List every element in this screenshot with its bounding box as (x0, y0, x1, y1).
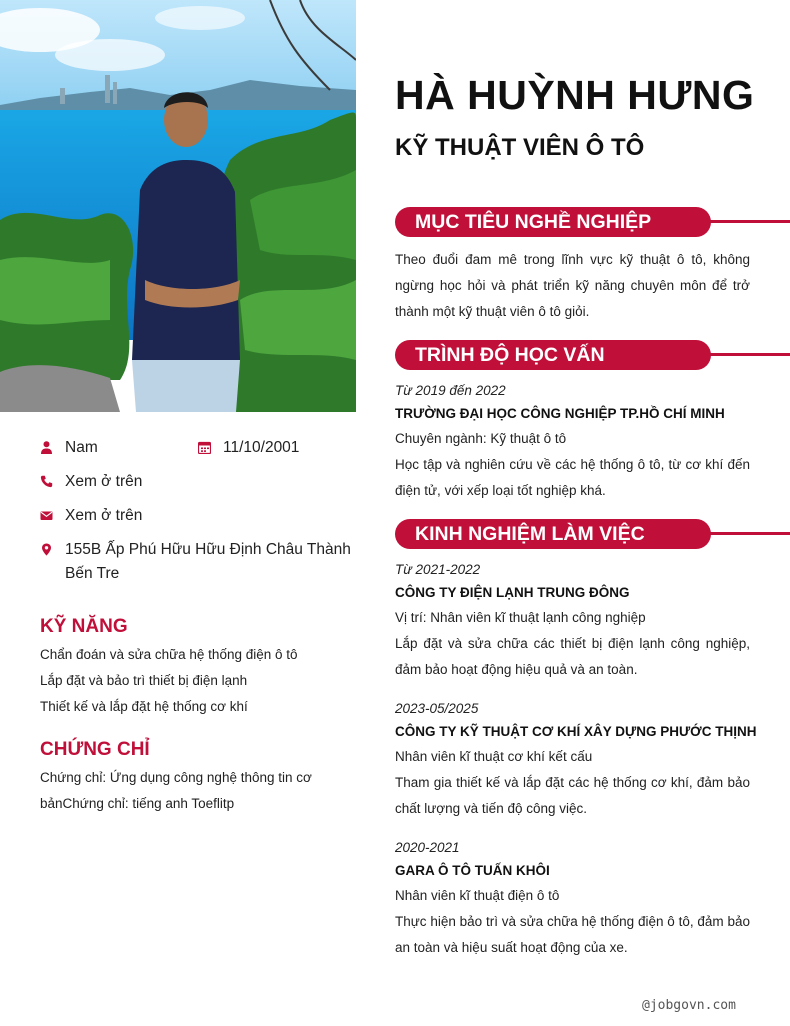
education-period: Từ 2019 đến 2022 (395, 383, 506, 398)
objective-text: Theo đuổi đam mê trong lĩnh vực kỹ thuật ô tô, không ngừng học hỏi và phát triển kỹ năng chuyên môn để trở thành một kỹ thuật viên ô tô giỏi. (395, 252, 750, 319)
certificates-text: Chứng chỉ: Ứng dụng công nghệ thông tin cơ bảnChứng chỉ: tiếng anh Toeflitp (40, 770, 312, 811)
job-position: Vị trí: Nhân viên kĩ thuật lạnh công nghiệp (395, 610, 646, 625)
phone-value: Xem ở trên (65, 473, 143, 490)
skills-heading: KỸ NĂNG (40, 616, 128, 637)
person-icon (40, 441, 53, 454)
job-company: GARA Ô TÔ TUẤN KHÔI (395, 863, 550, 878)
email-row (40, 506, 142, 528)
education-description: Học tập và nghiên cứu về các hệ thống ô tô, từ cơ khí đến điện tử, với xếp loại tốt nghiệp khá. (395, 457, 750, 498)
job-description: Lắp đặt và sửa chữa các thiết bị điện lạnh công nghiệp, đảm bảo hoạt động hiệu quả và an toàn. (395, 636, 750, 677)
profile-photo (0, 0, 356, 412)
job-description: Thực hiện bảo trì và sửa chữa hệ thống điện ô tô, đảm bảo an toàn và hiệu suất hoạt động của xe. (395, 914, 750, 955)
job-title: KỸ THUẬT VIÊN Ô TÔ (395, 134, 645, 161)
job-period: 2023-05/2025 (395, 701, 479, 716)
full-name: HÀ HUỲNH HƯNG (395, 72, 755, 118)
job-company: CÔNG TY KỸ THUẬT CƠ KHÍ XÂY DỰNG PHƯỚC THỊNH (395, 724, 757, 739)
experience-heading: KINH NGHIỆM LÀM VIỆC (395, 519, 711, 549)
skill-item: Lắp đặt và bảo trì thiết bị điện lạnh (40, 673, 248, 688)
skill-item: Chẩn đoán và sửa chữa hệ thống điện ô tô (40, 647, 298, 662)
job-period: Từ 2021-2022 (395, 562, 481, 577)
experience-section-header (395, 519, 790, 549)
job-description: Tham gia thiết kế và lắp đặt các hệ thống cơ khí, đảm bảo chất lượng và tiến độ công việc. (395, 775, 750, 816)
address-value: 155B Ấp Phú Hữu Hữu Định Châu Thành Bến Tre (65, 541, 351, 582)
certificates-heading: CHỨNG CHỈ (40, 739, 150, 760)
gender-value: Nam (65, 439, 98, 456)
location-pin-icon (40, 543, 53, 556)
address-row (40, 540, 356, 586)
skills-list (40, 642, 340, 720)
watermark: @jobgovn.com (642, 998, 736, 1013)
education-major: Chuyên ngành: Kỹ thuật ô tô (395, 431, 567, 446)
phone-icon (40, 475, 53, 488)
skill-item: Thiết kế và lắp đặt hệ thống cơ khí (40, 699, 248, 714)
job-period: 2020-2021 (395, 840, 460, 855)
dob-value: 11/10/2001 (223, 439, 300, 456)
education-section-header (395, 340, 790, 370)
objective-section-header (395, 207, 790, 237)
phone-row (40, 472, 142, 494)
mail-icon (40, 509, 53, 522)
education-school: TRƯỜNG ĐẠI HỌC CÔNG NGHIỆP TP.HỒ CHÍ MINH (395, 406, 725, 421)
objective-heading: MỤC TIÊU NGHỀ NGHIỆP (395, 207, 711, 237)
dob-row (198, 438, 299, 460)
gender-row (40, 438, 98, 460)
job-position: Nhân viên kĩ thuật điện ô tô (395, 888, 560, 903)
job-company: CÔNG TY ĐIỆN LẠNH TRUNG ĐÔNG (395, 585, 630, 600)
job-position: Nhân viên kĩ thuật cơ khí kết cấu (395, 749, 593, 764)
calendar-icon (198, 441, 211, 454)
email-value: Xem ở trên (65, 507, 143, 524)
education-heading: TRÌNH ĐỘ HỌC VẤN (395, 340, 711, 370)
